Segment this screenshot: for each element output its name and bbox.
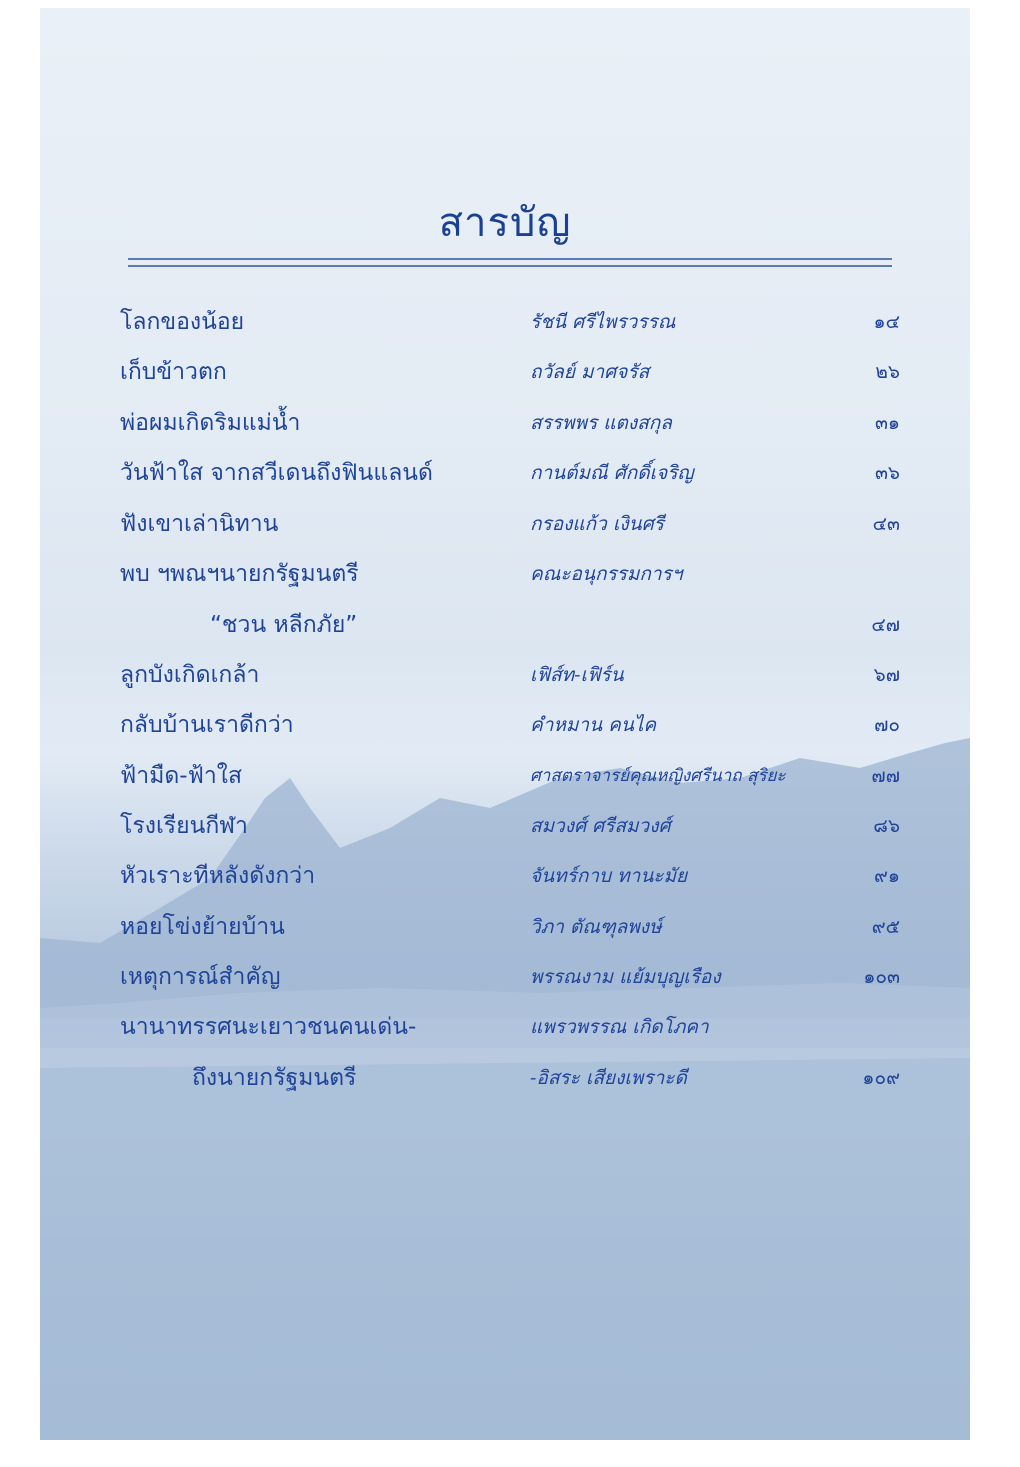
toc-entry (120, 352, 900, 392)
entry-author: สมวงศ์ ศรีสมวงศ์ (530, 815, 671, 837)
entry-page: ๗๐ (874, 714, 900, 736)
entry-page: ๗๗ (871, 765, 900, 787)
entry-title: เหตุการณ์สำคัญ (120, 964, 281, 990)
entry-author: วิภา ตัณฑุลพงษ์ (530, 916, 662, 938)
page-title: สารบัญ (438, 200, 572, 246)
entry-author: แพรวพรรณ เกิดโภคา (530, 1016, 709, 1038)
toc-entry (120, 1058, 900, 1098)
entry-page: ๔๗ (871, 614, 900, 636)
toc-entry (120, 554, 900, 594)
entry-title: เก็บข้าวตก (120, 359, 227, 385)
entry-author: พรรณงาม แย้มบุญเรือง (530, 966, 721, 988)
toc-entry (120, 705, 900, 745)
entry-title: ถึงนายกรัฐมนตรี (192, 1065, 357, 1091)
entry-author: เฟิส์ท-เฟิร์น (530, 664, 624, 686)
toc-entry (120, 756, 900, 796)
entry-title: “ชวน หลีกภัย” (210, 612, 358, 638)
entry-title: พ่อผมเกิดริมแม่น้ำ (120, 410, 301, 436)
entry-author: รัชนี ศรีไพรวรรณ (530, 311, 676, 333)
toc-entry (120, 856, 900, 896)
toc-entry (120, 302, 900, 342)
entry-title: ฟังเขาเล่านิทาน (120, 511, 279, 537)
entry-page: ๔๓ (872, 513, 900, 535)
entry-author: กานต์มณี ศักดิ์เจริญ (530, 462, 694, 484)
entry-page: ๙๕ (871, 916, 900, 938)
entry-title: โรงเรียนกีฬา (120, 813, 248, 839)
toc-entry (120, 504, 900, 544)
toc-entry (120, 907, 900, 947)
table-of-contents (40, 8, 970, 1440)
entry-title: พบ ฯพณฯนายกรัฐมนตรี (120, 561, 359, 587)
entry-title: โลกของน้อย (120, 309, 245, 335)
entry-author: จันทร์กาบ ทานะมัย (530, 865, 688, 887)
entry-author: -อิสระ เสียงเพราะดี (530, 1067, 687, 1089)
entry-author: คำหมาน คนไค (530, 714, 657, 736)
entry-title: หัวเราะทีหลังดังกว่า (120, 863, 316, 889)
entry-author: คณะอนุกรรมการฯ (530, 563, 683, 585)
entry-page: ๙๑ (874, 865, 900, 887)
toc-entry (120, 1007, 900, 1047)
entry-author: กรองแก้ว เงินศรี (530, 513, 664, 535)
entry-author: ถวัลย์ มาศจรัส (530, 361, 650, 383)
entry-page: ๓๖ (874, 462, 900, 484)
toc-entry (120, 605, 900, 645)
entry-page: ๑๔ (873, 311, 900, 333)
entry-title: ฟ้ามืด-ฟ้าใส (120, 763, 243, 789)
entry-page: ๒๖ (875, 361, 900, 383)
entry-page: ๖๗ (873, 664, 900, 686)
entry-title: วันฟ้าใส จากสวีเดนถึงฟินแลนด์ (120, 460, 433, 486)
entry-title: กลับบ้านเราดีกว่า (120, 712, 294, 738)
entry-title: หอยโข่งย้ายบ้าน (120, 914, 285, 940)
book-page (40, 8, 970, 1440)
toc-entry (120, 957, 900, 997)
entry-page: ๑๐๓ (863, 966, 900, 988)
entry-page: ๑๐๙ (862, 1067, 900, 1089)
entry-author: ศาสตราจารย์คุณหญิงศรีนาถ สุริยะ (530, 766, 786, 786)
entry-page: ๘๖ (873, 815, 900, 837)
entry-title: ลูกบังเกิดเกล้า (120, 662, 260, 688)
toc-entry (120, 806, 900, 846)
toc-entry (120, 655, 900, 695)
entry-title: นานาทรรศนะเยาวชนคนเด่น- (120, 1014, 417, 1040)
toc-entry (120, 453, 900, 493)
entry-page: ๓๑ (874, 412, 900, 434)
entry-author: สรรพพร แตงสกุล (530, 412, 672, 434)
toc-entry (120, 403, 900, 443)
